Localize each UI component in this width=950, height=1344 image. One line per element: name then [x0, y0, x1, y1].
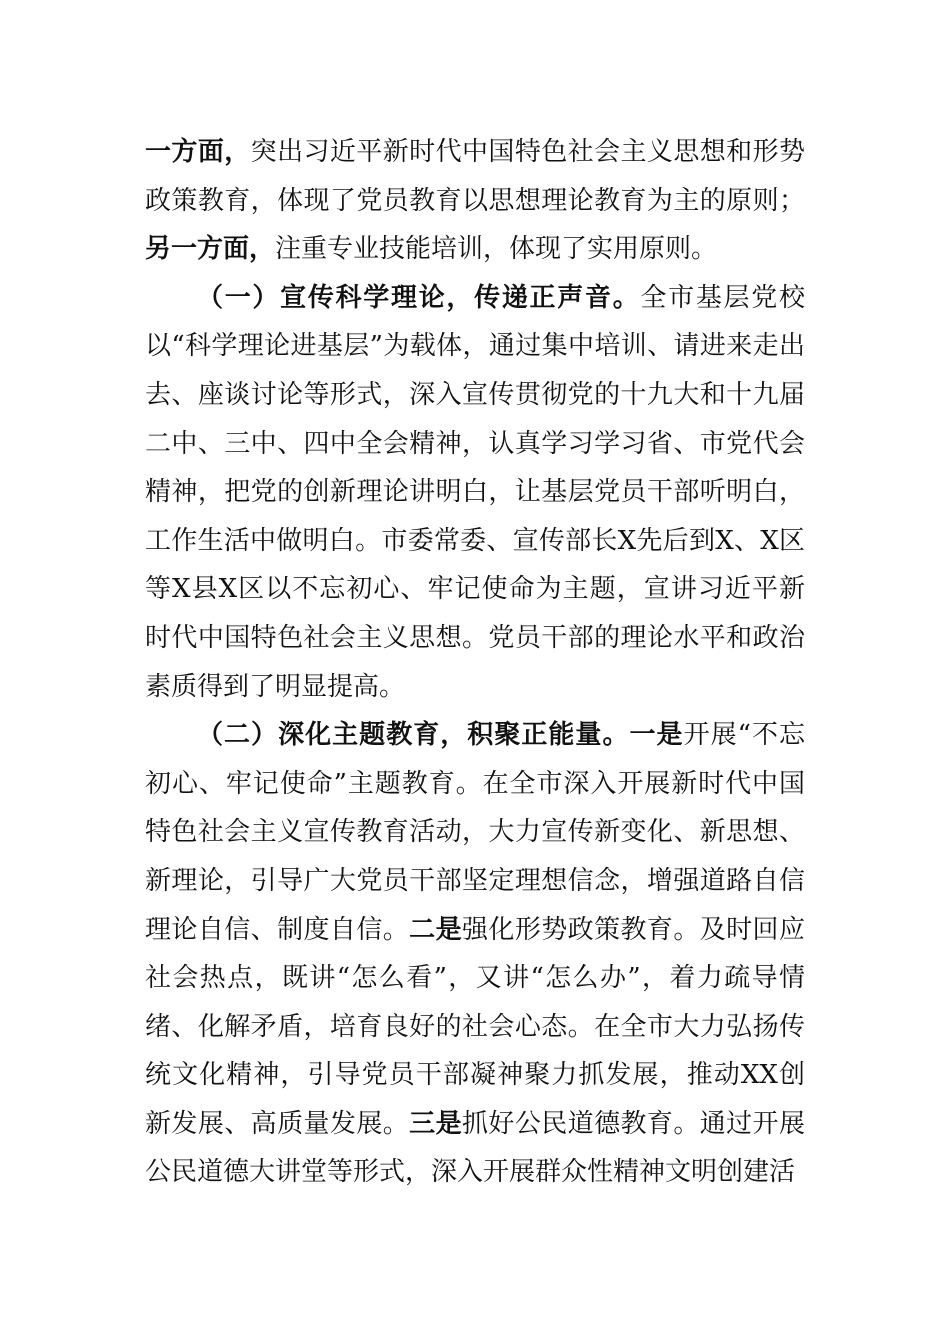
paragraph-text: 全市基层党校以“科学理论进基层”为载体，通过集中培训、请进来走出去、座谈讨论等形式，深入宣传贯彻党的十九大和十九届二中、三中、四中全会精神，认真学习学习省、市党代会精神，把党的创新理论讲明白，让基层党员干部听明白，工作生活中做明白。市委常委、宣传部长X先后到X、X区等X县X区以不忘初心、牢记使命为主题，宣讲习近平新时代中国特色社会主义思想。党员干部的理论水平和政治素质得到了明显提高。 [145, 282, 805, 702]
section-heading-one: （一）宣传科学理论，传递正声音。 [197, 282, 641, 313]
paragraph-text: 注重专业技能培训，体现了实用原则。 [275, 234, 718, 265]
section-heading-two: （二）深化主题教育，积聚正能量。 [197, 720, 630, 751]
list-marker-third: 三是 [409, 1108, 462, 1139]
paragraph-section-one [145, 274, 805, 711]
paragraph-text: 抓好公民道德教育。通过开展公民道德大讲堂等形式，深入开展群众性精神文明创建活 [145, 1108, 805, 1188]
list-marker-second: 二是 [409, 914, 462, 945]
list-marker-first: 一是 [629, 720, 684, 751]
paragraph-text: 突出习近平新时代中国特色社会主义思想和形势政策教育，体现了党员教育以思想理论教育为主的原则； [145, 137, 805, 216]
document-body [145, 128, 805, 1197]
lead-phrase-second: 另一方面， [145, 234, 276, 265]
paragraph-section-two [145, 711, 805, 1197]
lead-phrase-first: 一方面， [145, 137, 251, 167]
paragraph-text: 开展“不忘初心、牢记使命”主题教育。在全市深入开展新时代中国特色社会主义宣传教育活动，大力宣传新变化、新思想、新理论，引导广大党员干部坚定理想信念，增强道路自信理论自信、制度自信。 [145, 720, 805, 945]
paragraph-intro [145, 128, 805, 274]
paragraph-text: 强化形势政策教育。及时回应社会热点，既讲“怎么看”，又讲“怎么办”，着力疏导情绪、化解矛盾，培育良好的社会心态。在全市大力弘扬传统文化精神，引导党员干部凝神聚力抓发展，推动XX创新发展、高质量发展。 [145, 914, 805, 1139]
